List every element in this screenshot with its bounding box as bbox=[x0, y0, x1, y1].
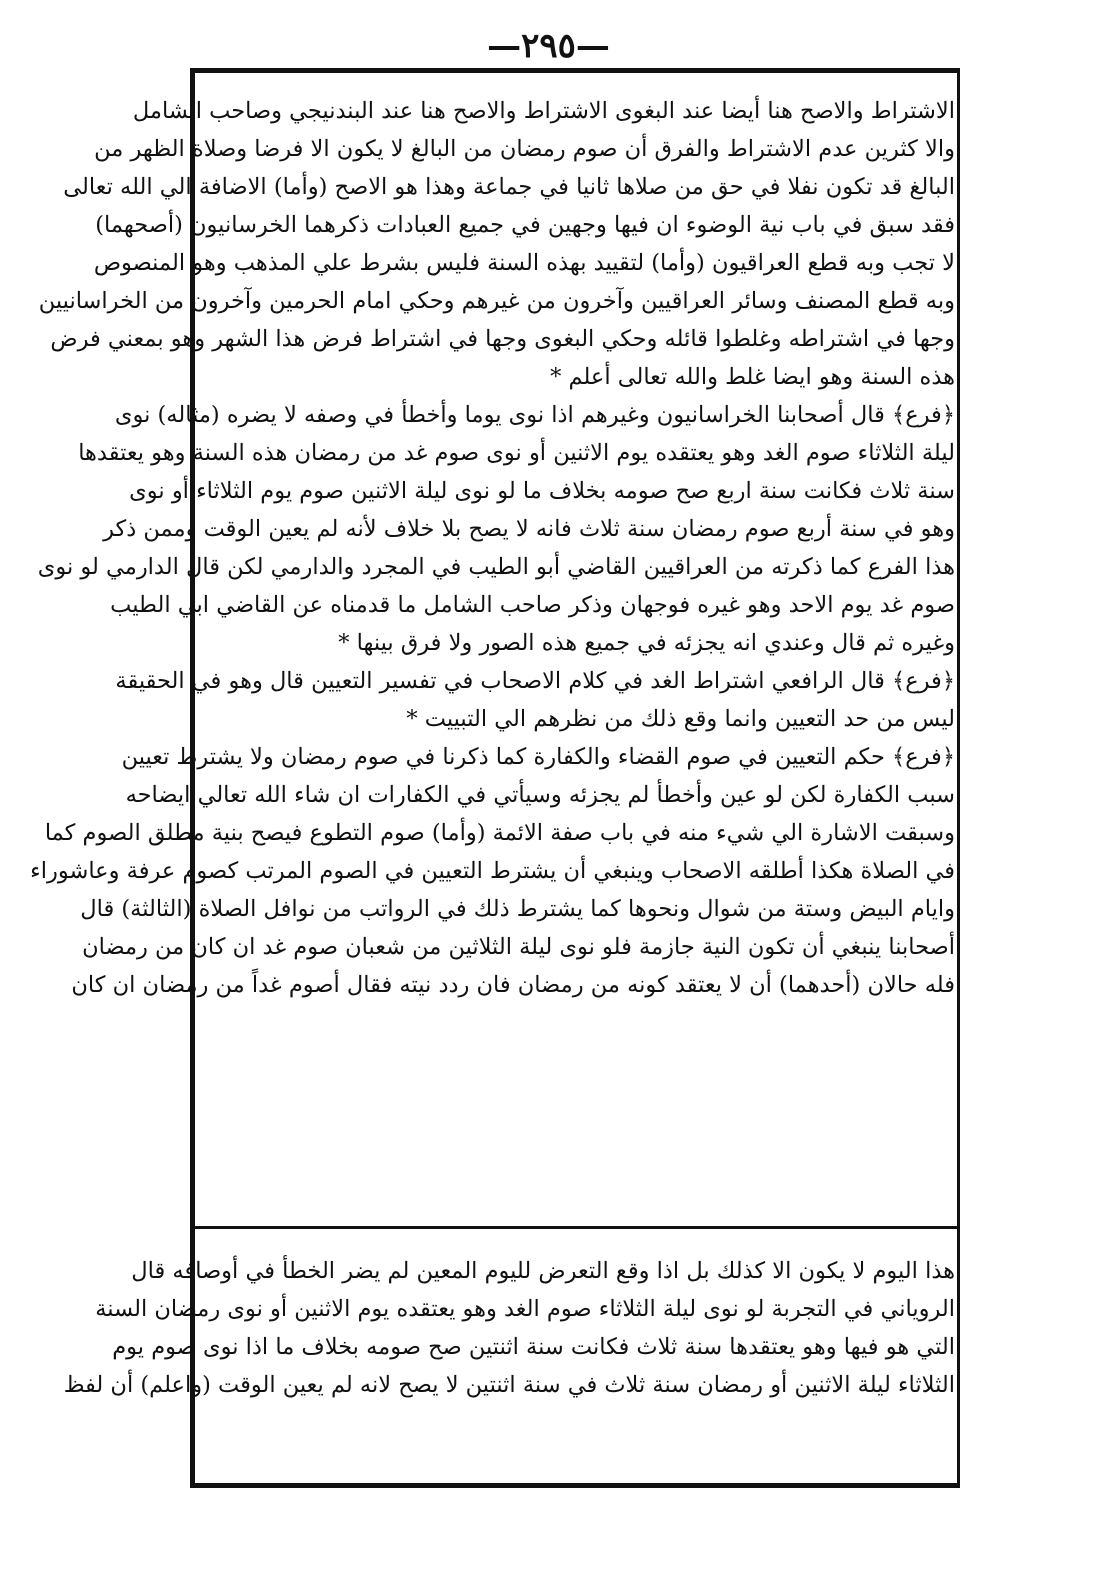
text-line: الاشتراط والاصح هنا أيضا عند البغوى الاشتراط والاصح هنا عند البندنيجي وصاحب الشامل bbox=[132, 98, 955, 124]
text-line: صوم غد يوم الاحد وهو غيره فوجهان وذكر صاحب الشامل ما قدمناه عن القاضي ابي الطيب bbox=[110, 592, 955, 618]
text-line: ﴿فرع﴾ حكم التعيين في صوم القضاء والكفارة كما ذكرنا في صوم رمضان ولا يشترط تعيين bbox=[121, 744, 955, 770]
text-line: وهو في سنة أربع صوم رمضان سنة ثلاث فانه لا يصح بلا خلاف لأنه لم يعين الوقت وممن ذكر bbox=[103, 516, 955, 542]
footnote-line: هذا اليوم لا يكون الا كذلك بل اذا وقع التعرض لليوم المعين لم يضر الخطأ في أوصافه قال bbox=[131, 1258, 955, 1284]
text-line: ﴿فرع﴾ قال أصحابنا الخراسانيون وغيرهم اذا نوى يوما وأخطأ في وصفه لا يضره (مثاله) نوى bbox=[114, 402, 955, 428]
text-line: ﴿فرع﴾ قال الرافعي اشتراط الغد في كلام الاصحاب في تفسير التعيين قال وهو في الحقيقة bbox=[115, 668, 955, 694]
main-text bbox=[30, 92, 955, 1232]
footnote-line: الثلاثاء ليلة الاثنين أو رمضان سنة ثلاث في سنة اثنتين لا يصح لانه لم يعين الوقت (واعلم) أن لفظ bbox=[63, 1372, 955, 1398]
footnote-line: الروياني في التجربة لو نوى ليلة الثلاثاء صوم الغد وهو يعتقده يوم الاثنين أو نوى رمضان السنة bbox=[95, 1296, 955, 1322]
text-line: ليس من حد التعيين وانما وقع ذلك من نظرهم الي التبييت * bbox=[406, 706, 955, 732]
text-line: فله حالان (أحدهما) أن لا يعتقد كونه من رمضان فان ردد نيته فقال أصوم غداً من رمضان ان كان bbox=[71, 972, 955, 998]
footnote-text bbox=[63, 1252, 955, 1482]
page-number: —٢٩٥— bbox=[487, 26, 610, 66]
text-line: ليلة الثلاثاء صوم الغد وهو يعتقده يوم الاثنين أو نوى صوم غد من رمضان هذه السنة وهو يعتقدها bbox=[78, 440, 955, 466]
text-line: وسبقت الاشارة الي شيء منه في باب صفة الائمة (وأما) صوم التطوع فيصح بنية مطلق الصوم كما bbox=[44, 820, 955, 846]
text-line: هذه السنة وهو ايضا غلط والله تعالى أعلم * bbox=[550, 364, 955, 390]
footnote-divider bbox=[190, 1226, 960, 1229]
text-line: سنة ثلاث فكانت سنة اربع صح صومه بخلاف ما لو نوى ليلة الاثنين صوم يوم الثلاثاء أو نوى bbox=[129, 478, 955, 504]
text-line: سبب الكفارة لكن لو عين وأخطأ لم يجزئه وسيأتي في الكفارات ان شاء الله تعالي ايضاحه bbox=[125, 782, 955, 808]
text-line: فقد سبق في باب نية الوضوء ان فيها وجهين في جميع العبادات ذكرهما الخرسانيون (أصحهما) bbox=[95, 212, 955, 238]
text-line: وغيره ثم قال وعندي انه يجزئه في جميع هذه الصور ولا فرق بينها * bbox=[338, 630, 955, 656]
text-line: والا كثرين عدم الاشتراط والفرق أن صوم رمضان من البالغ لا يكون الا فرضا وصلاة الظهر من bbox=[94, 136, 955, 162]
text-line: هذا الفرع كما ذكرته من العراقيين القاضي أبو الطيب في المجرد والدارمي لكن قال الدارمي لو نوى bbox=[37, 554, 955, 580]
text-line: وايام البيض وستة من شوال ونحوها كما يشترط ذلك في الرواتب من نوافل الصلاة (الثالثة) قال bbox=[80, 896, 955, 922]
footnote-line: التي هو فيها وهو يعتقدها سنة ثلاث فكانت سنة اثنتين صح صومه بخلاف ما اذا نوى صوم يوم bbox=[112, 1334, 955, 1360]
text-line: أصحابنا ينبغي أن تكون النية جازمة فلو نوى ليلة الثلاثين من شعبان صوم غد ان كان من رمضان bbox=[82, 934, 955, 960]
text-line: في الصلاة هكذا أطلقه الاصحاب وينبغي أن يشترط التعيين في الصوم المرتب كصوم عرفة وعاشوراء bbox=[30, 858, 955, 884]
text-line: وبه قطع المصنف وسائر العراقيين وآخرون من غيرهم وحكي امام الحرمين وآخرون من الخراسانيين bbox=[38, 288, 955, 314]
text-line: وجها في اشتراطه وغلطوا قائله وحكي البغوى وجها في اشتراط فرض هذا الشهر وهو بمعني فرض bbox=[50, 326, 955, 352]
text-line: لا تجب وبه قطع العراقيون (وأما) لتقييد بهذه السنة فليس بشرط علي المذهب وهو المنصوص bbox=[93, 250, 955, 276]
text-line: البالغ قد تكون نفلا في حق من صلاها ثانيا في جماعة وهذا هو الاصح (وأما) الاضافة الي الله تعالى bbox=[63, 174, 955, 200]
